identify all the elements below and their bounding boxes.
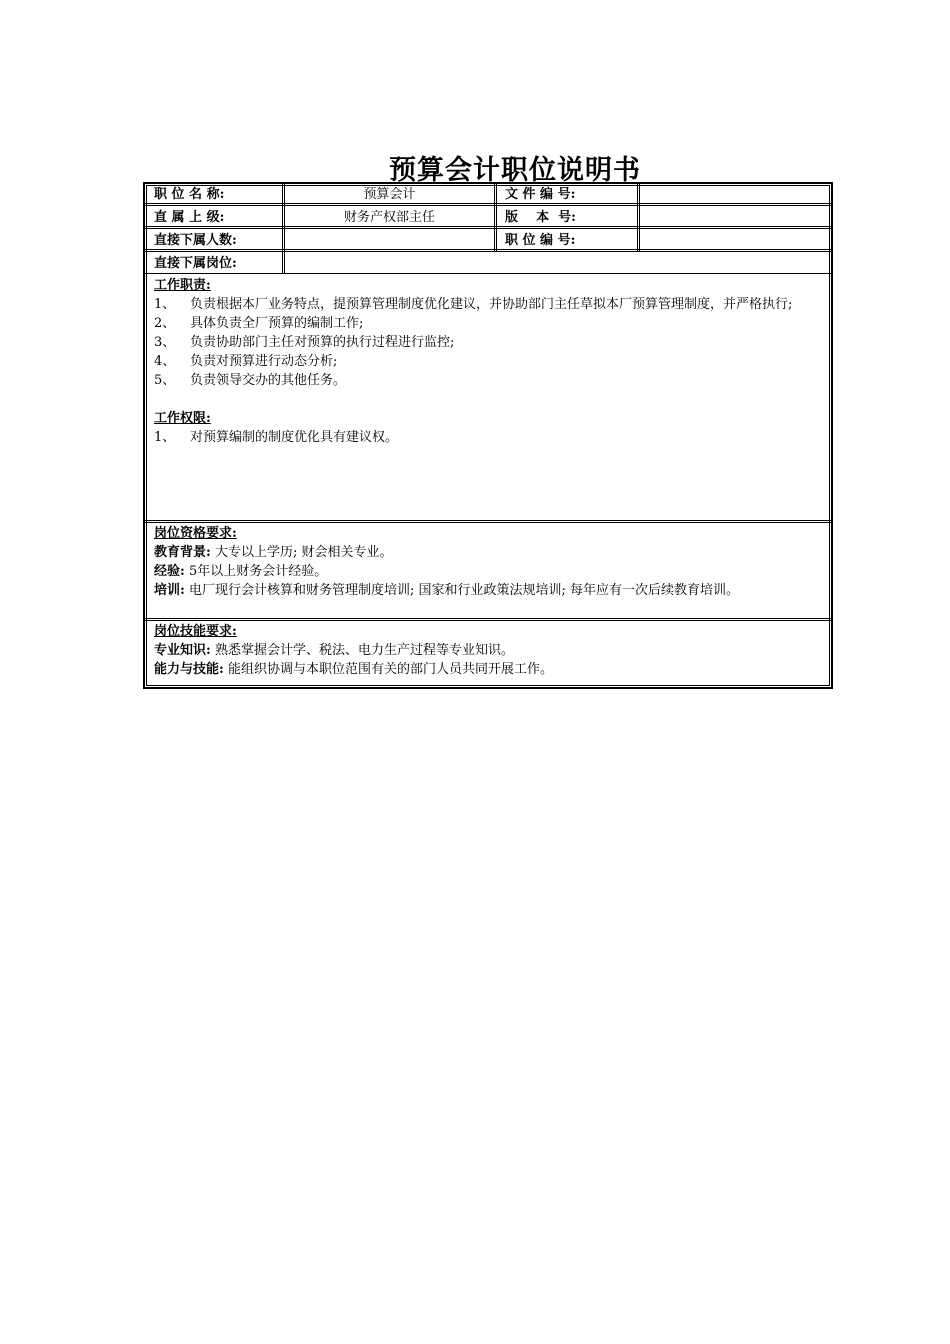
authority-heading: 工作权限:	[154, 411, 211, 426]
label-position-number: 职 位 编 号:	[505, 233, 576, 248]
header-row-4	[145, 253, 831, 274]
duty-item: 3、 负责协助部门主任对预算的执行过程进行监控;	[154, 335, 455, 350]
label-subordinate-count: 直接下属人数:	[154, 233, 237, 248]
duty-item: 2、 具体负责全厂预算的编制工作;	[154, 316, 364, 331]
label-position-name: 职 位 名 称:	[154, 187, 225, 202]
qualifications-heading: 岗位资格要求:	[154, 526, 237, 541]
duty-item: 4、 负责对预算进行动态分析;	[154, 354, 338, 369]
duty-item: 1、 负责根据本厂业务特点，提预算管理制度优化建议，并协助部门主任草拟本厂预算管理制度，并严格执行;	[154, 297, 793, 312]
divider-col-1	[282, 184, 285, 274]
skills-section	[154, 622, 824, 679]
label-version-number: 版 本 号:	[505, 210, 576, 225]
duties-section	[154, 276, 824, 447]
value-subordinate-count	[285, 230, 494, 249]
page-title: 预算会计职位说明书	[389, 155, 641, 186]
header-row-1	[145, 184, 831, 206]
header-row-2	[145, 207, 831, 229]
value-position-number	[640, 230, 830, 249]
divider-col-2	[494, 184, 497, 252]
section-divider-1	[145, 520, 831, 523]
value-position-name: 预算会计	[363, 187, 416, 202]
section-divider-2	[145, 618, 831, 621]
value-document-number	[640, 184, 830, 203]
value-subordinate-positions	[285, 253, 830, 273]
value-direct-superior: 财务产权部主任	[343, 210, 435, 225]
ability-line: 能力与技能: 能组织协调与本职位范围有关的部门人员共同开展工作。	[154, 662, 553, 677]
education-line: 教育背景: 大专以上学历; 财会相关专业。	[154, 545, 393, 560]
experience-line: 经验: 5年以上财务会计经验。	[154, 564, 328, 579]
authority-item: 1、 对预算编制的制度优化具有建议权。	[154, 430, 399, 445]
job-description-form	[143, 182, 833, 689]
knowledge-line: 专业知识: 熟悉掌握会计学、税法、电力生产过程等专业知识。	[154, 643, 514, 658]
duties-heading: 工作职责:	[154, 278, 211, 293]
value-version-number	[640, 207, 830, 226]
label-subordinate-positions: 直接下属岗位:	[154, 256, 237, 271]
header-row-3	[145, 230, 831, 252]
skills-heading: 岗位技能要求:	[154, 624, 237, 639]
label-direct-superior: 直 属 上 级:	[154, 210, 225, 225]
divider-col-3	[637, 184, 640, 252]
qualifications-section	[154, 524, 824, 600]
duty-item: 5、 负责领导交办的其他任务。	[154, 373, 347, 388]
label-document-number: 文 件 编 号:	[505, 187, 576, 202]
training-line: 培训: 电厂现行会计核算和财务管理制度培训; 国家和行业政策法规培训; 每年应有一次后续教育培训。	[154, 583, 739, 598]
